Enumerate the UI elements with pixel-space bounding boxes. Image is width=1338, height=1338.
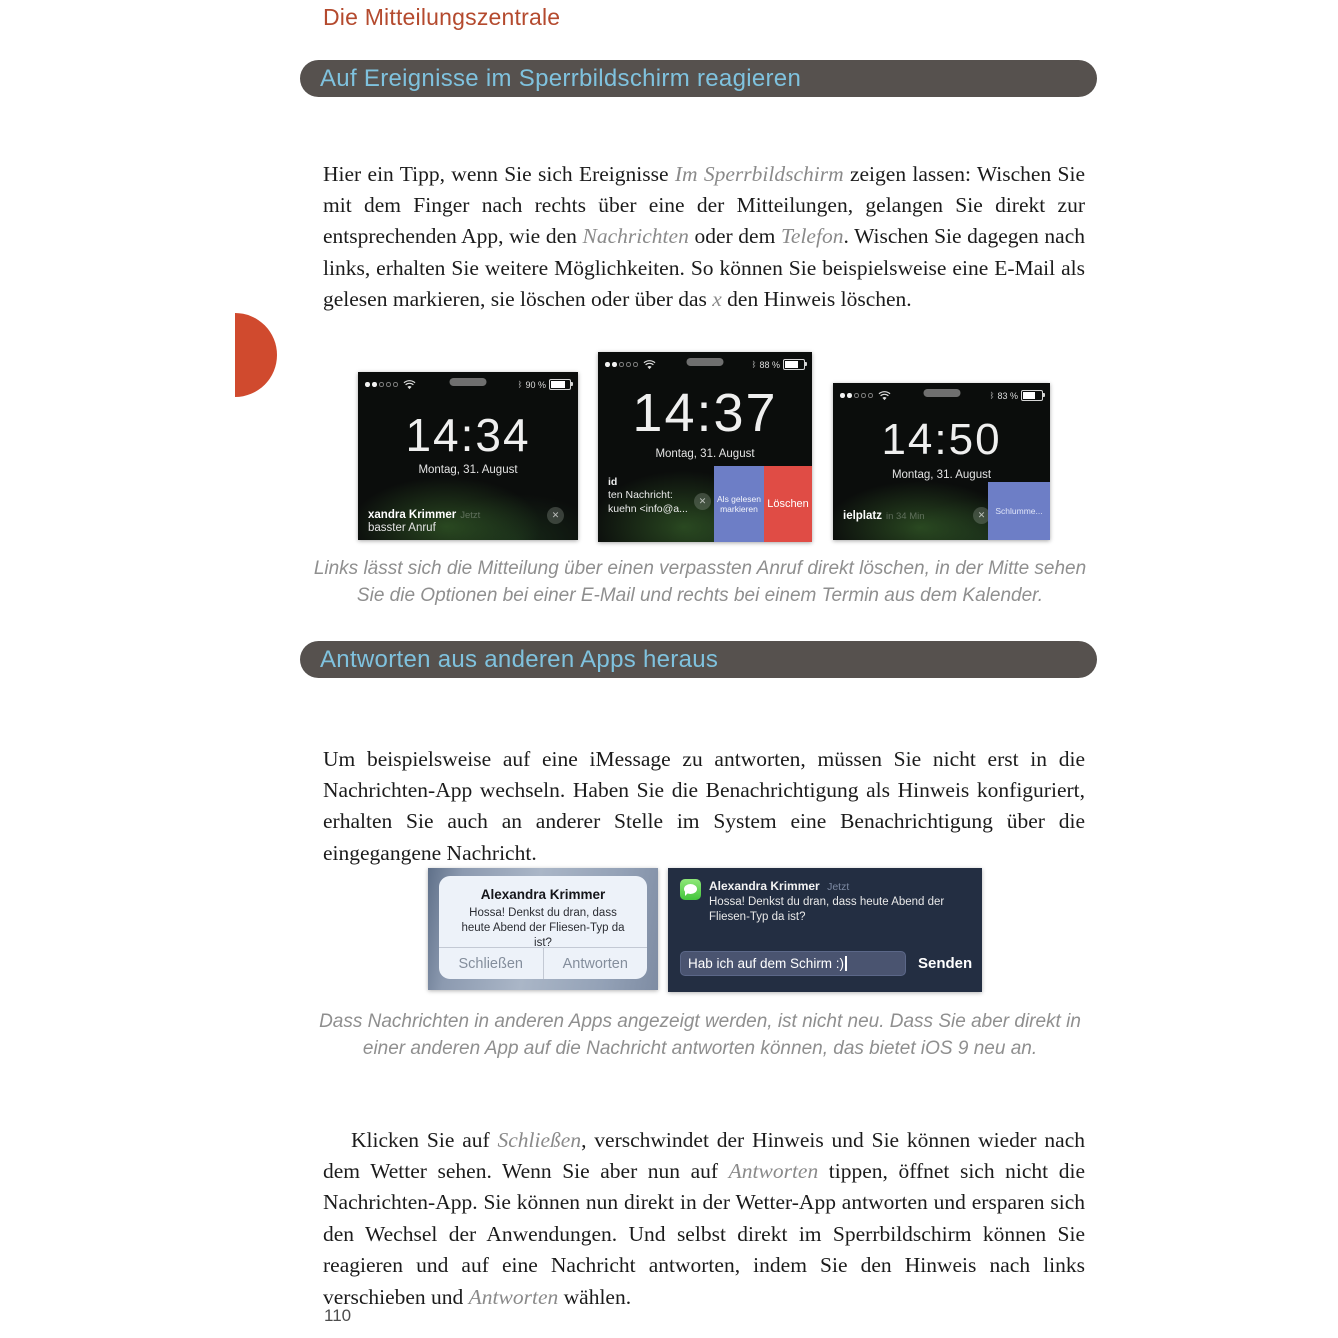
delete-button[interactable]: Löschen (764, 466, 812, 542)
wifi-icon (878, 391, 891, 401)
battery-icon (1021, 390, 1043, 401)
notification-line: id (608, 475, 618, 488)
bluetooth-icon: ᛒ (517, 380, 523, 389)
signal-dots-icon (365, 382, 398, 387)
banner-time: Jetzt (827, 881, 850, 893)
status-bar (598, 352, 812, 373)
margin-tab-icon (235, 313, 277, 397)
paragraph-lockscreen-tip: Hier ein Tipp, wenn Sie sich Ereignisse Im Sperrbildschirm zeigen lassen: Wischen Sie mit dem Finger nach rechts über eine der Mitteilungen, gelangen Sie direkt zur entsprechenden App, wie den Nachrichten oder dem Telefon. Wischen Sie dagegen nach links, erhalten Sie weitere Möglichkeiten. So können Sie beispielsweise eine E-Mail als gelesen markieren, sie löschen oder über das x den Hinweis löschen. (323, 161, 1086, 312)
status-pill-icon (923, 389, 960, 397)
alert-dialog (439, 876, 647, 979)
send-button[interactable]: Senden (918, 955, 973, 972)
notification-line: kuehn <info@a... (608, 502, 688, 515)
battery-icon (783, 359, 805, 370)
status-pill-icon (687, 358, 724, 366)
dismiss-icon[interactable]: ✕ (547, 507, 564, 524)
battery-percent: 88 % (759, 359, 780, 370)
text-cursor (845, 956, 847, 971)
battery-percent: 83 % (997, 390, 1018, 401)
dismiss-icon[interactable]: ✕ (973, 507, 990, 524)
dismiss-icon[interactable]: ✕ (694, 493, 711, 510)
messages-app-icon (680, 879, 701, 900)
screenshot-lockscreen-call (358, 372, 578, 540)
chat-bubble-icon (684, 884, 697, 894)
paragraph-reply-explanation: Klicken Sie auf Schließen, verschwindet der Hinweis und Sie können wieder nach dem Wetter sehen. Wenn Sie aber nun auf Antworten tippen, öffnet sich nicht die Nachrichten-App. Sie können nun direkt in der Wetter-App antworten und ersparen sich den Wechsel der Anwendungen. Und selbst direkt im Sperrbildschirm können Sie reagieren und auf eine Nachricht antworten, indem Sie den Hinweis nach links verschieben und Antworten wählen. (323, 1127, 1085, 1309)
lock-clock: 14:37 (632, 383, 778, 443)
alert-body: Hossa! Denkst du dran, dass heute Abend der Fliesen-Typ da ist? (461, 907, 625, 949)
alert-title: Alexandra Krimmer (480, 887, 606, 902)
section-title: Antworten aus anderen Apps heraus (320, 645, 719, 673)
snooze-button[interactable]: Schlumme... (988, 482, 1050, 540)
paragraph-imessage: Um beispielsweise auf eine iMessage zu antworten, müssen Sie nicht erst in die Nachrichten-App wechseln. Haben Sie die Benachrichtigung als Hinweis konfiguriert, erhalten Sie auch an anderer Stelle im System eine Benachrichtigung über die eingegangene Nachricht. (323, 746, 1085, 865)
notification-body: basster Anruf (368, 522, 436, 534)
lock-clock: 14:50 (881, 415, 1002, 464)
close-button[interactable]: Schließen (439, 948, 544, 979)
screenshot-lockscreen-mail (598, 352, 812, 542)
notification-time: in 34 Min (885, 511, 925, 522)
signal-dots-icon (605, 362, 638, 367)
screenshot-reply-banner (668, 868, 982, 992)
section-header-reply (300, 641, 1097, 678)
lock-date: Montag, 31. August (891, 469, 992, 481)
status-pill-icon (450, 378, 487, 386)
lock-date: Montag, 31. August (655, 448, 755, 460)
page-number: 110 (324, 1306, 352, 1325)
notification-time: Jetzt (460, 510, 481, 521)
mark-as-read-button[interactable]: Als gelesen markieren (714, 466, 764, 542)
figure-caption: Links lässt sich die Mitteilung über einen verpassten Anruf direkt löschen, in der Mitte sehen Sie die Optionen bei einer E-Mail und rechts bei einem Termin aus dem Kalender. (313, 558, 1087, 606)
notification-line: ten Nachricht: (608, 489, 673, 501)
signal-dots-icon (840, 393, 873, 398)
bluetooth-icon: ᛒ (751, 360, 757, 369)
section-header-lockscreen (300, 60, 1097, 97)
reply-button[interactable]: Antworten (562, 955, 628, 972)
reply-input-value: Hab ich auf dem Schirm :) (688, 956, 845, 971)
reply-input[interactable] (680, 951, 906, 976)
banner-sender: Alexandra Krimmer (709, 879, 820, 893)
lock-clock: 14:34 (405, 409, 531, 461)
page-kicker: Die Mitteilungszentrale (323, 4, 561, 30)
notification-sender: xandra Krimmer (368, 509, 457, 521)
lock-date: Montag, 31. August (418, 464, 518, 476)
status-bar (358, 372, 578, 393)
screenshot-alert-dialog (428, 868, 658, 990)
screenshot-lockscreen-calendar (833, 383, 1050, 540)
battery-icon (549, 379, 571, 390)
wifi-icon (403, 380, 416, 390)
battery-percent: 90 % (525, 379, 546, 390)
section-title: Auf Ereignisse im Sperrbildschirm reagieren (320, 64, 802, 92)
notification-mail[interactable] (598, 470, 730, 523)
notification-title: ielplatz (843, 510, 882, 522)
wifi-icon (643, 360, 656, 370)
bluetooth-icon: ᛒ (989, 391, 995, 400)
banner-body: Hossa! Denkst du dran, dass heute Abend der Fliesen-Typ da ist? (709, 896, 945, 923)
figure-caption: Dass Nachrichten in anderen Apps angezeigt werden, ist nicht neu. Dass Sie aber direkt in einer anderen App auf die Nachricht antworten können, das bietet iOS 9 neu an. (319, 1011, 1081, 1059)
notification-missed-call[interactable] (358, 503, 578, 540)
status-bar (833, 383, 1050, 404)
